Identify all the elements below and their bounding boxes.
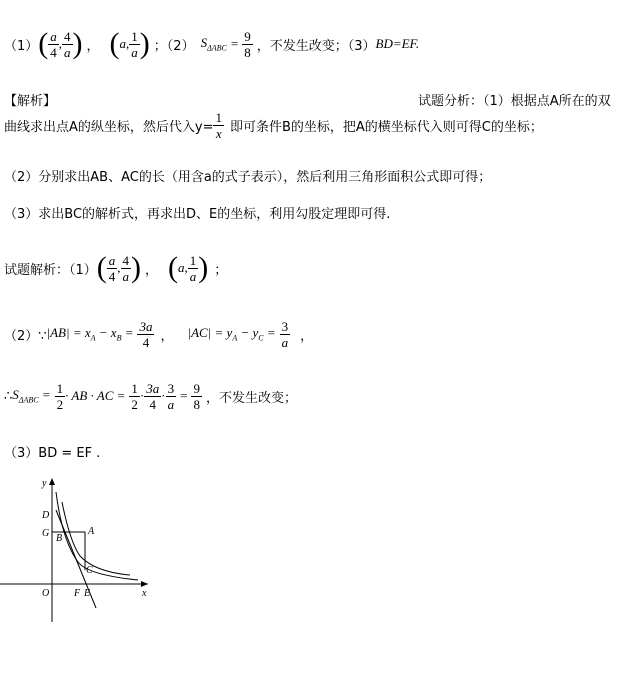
analysis-line3: （2）分别求出AB、AC的长（用含a的式子表示），然后利用三角形面积公式即可得； [4, 170, 492, 185]
fraction-3a-over-4: $\frac{3a}{4}$ [139, 318, 153, 350]
answer-line [4, 24, 419, 64]
ac-expression: $|AC| = y_A - y_C$ = [187, 325, 276, 343]
analysis-line2: 曲线求出点A的纵坐标，然后代入y= $\frac{1}{x}$ 即可条件B的坐标，把A的横坐标代入则可得C的坐标； [4, 109, 543, 141]
fraction-a-over-4: $\frac{a}{4}$ [50, 28, 57, 60]
label-e: E [84, 588, 91, 599]
label-o: O [42, 588, 50, 599]
function-graph-figure [0, 472, 160, 632]
label-d: D [42, 510, 50, 521]
paren-close: ) [139, 27, 150, 60]
area-symbol: $S_{\Delta ABC}$ [200, 35, 227, 53]
solution-line1: 试题解析：（1） ( $\frac{a}{4}$ , $\frac{4}{a}$ ) ， ( a, $\frac{1}{a}$ ) ； [4, 251, 228, 284]
answer-part1-label: （1） [4, 38, 39, 54]
analysis-right-text: 试题分析：（1）根据点A所在的双 [418, 94, 611, 109]
fraction-4-over-a: $\frac{4}{a}$ [122, 252, 130, 284]
y-axis-arrow [49, 478, 55, 485]
analysis-line4: （3）求出BC的解析式，再求出D、E的坐标，利用勾股定理即可得. [4, 207, 391, 222]
label-y: y [42, 478, 47, 489]
separator: ， [86, 38, 100, 54]
label-b: B [56, 533, 63, 544]
fraction-9-over-8: $\frac{9}{8}$ [244, 28, 251, 60]
label-g: G [42, 528, 50, 539]
fraction-1-over-x: $\frac{1}{x}$ [215, 109, 222, 141]
answer-part2-label: ；（2） [153, 38, 195, 54]
analysis-header: 【解析】 [4, 94, 57, 109]
fraction-1-over-a: $\frac{1}{a}$ [189, 252, 197, 284]
solution-line4: （3）BD = EF . [4, 446, 101, 461]
fraction-3-over-a: $\frac{3}{a}$ [167, 380, 175, 412]
fraction-9-over-8: $\frac{9}{8}$ [193, 380, 200, 412]
equals: = [230, 36, 239, 51]
fraction-1-over-2: $\frac{1}{2}$ [131, 380, 138, 412]
ab-expression: $|AB| = x_A - x_B$ = [46, 325, 134, 343]
label-f: F [74, 588, 81, 599]
solution-line3: ∴ $S_{\Delta ABC}$ = $\frac{1}{2}$ · AB · AC = $\frac{1}{2}$ · $\frac{3a}{4}$ · $\frac{3}{a}$ = $\frac{9}{8}$ ，不发生改变； [4, 380, 297, 412]
answer-part3-label: ，不发生改变；（3） [256, 38, 376, 54]
fraction-4-over-a: $\frac{4}{a}$ [64, 28, 71, 60]
area-symbol: $S_{\Delta ABC}$ = [12, 387, 51, 405]
comma-symbol: , [58, 36, 63, 51]
label-a: A [88, 526, 95, 537]
fraction-1-over-a: $\frac{1}{a}$ [131, 28, 138, 60]
fraction-3-over-a: $\frac{3}{a}$ [281, 318, 289, 350]
fraction-3a-over-4: $\frac{3a}{4}$ [146, 380, 160, 412]
label-x: x [142, 588, 147, 599]
label-c: C [86, 565, 93, 576]
solution-line2: （2）∵ $|AB| = x_A - x_B$ = $\frac{3a}{4}$ ， $|AC| = y_A - y_C$ = $\frac{3}{a}$ ， [4, 318, 314, 350]
answer-bd-ef: BD=EF. [375, 36, 420, 51]
var-a: a, [119, 36, 130, 51]
hyperbola-large [62, 502, 130, 575]
fraction-a-over-4: $\frac{a}{4}$ [108, 252, 116, 284]
x-axis-arrow [141, 581, 148, 587]
paren-open: ( [38, 27, 49, 60]
fraction-1-over-2: $\frac{1}{2}$ [56, 380, 64, 412]
hyperbola-small [56, 492, 138, 580]
paren-open: ( [109, 27, 120, 60]
paren-close: ) [72, 27, 83, 60]
